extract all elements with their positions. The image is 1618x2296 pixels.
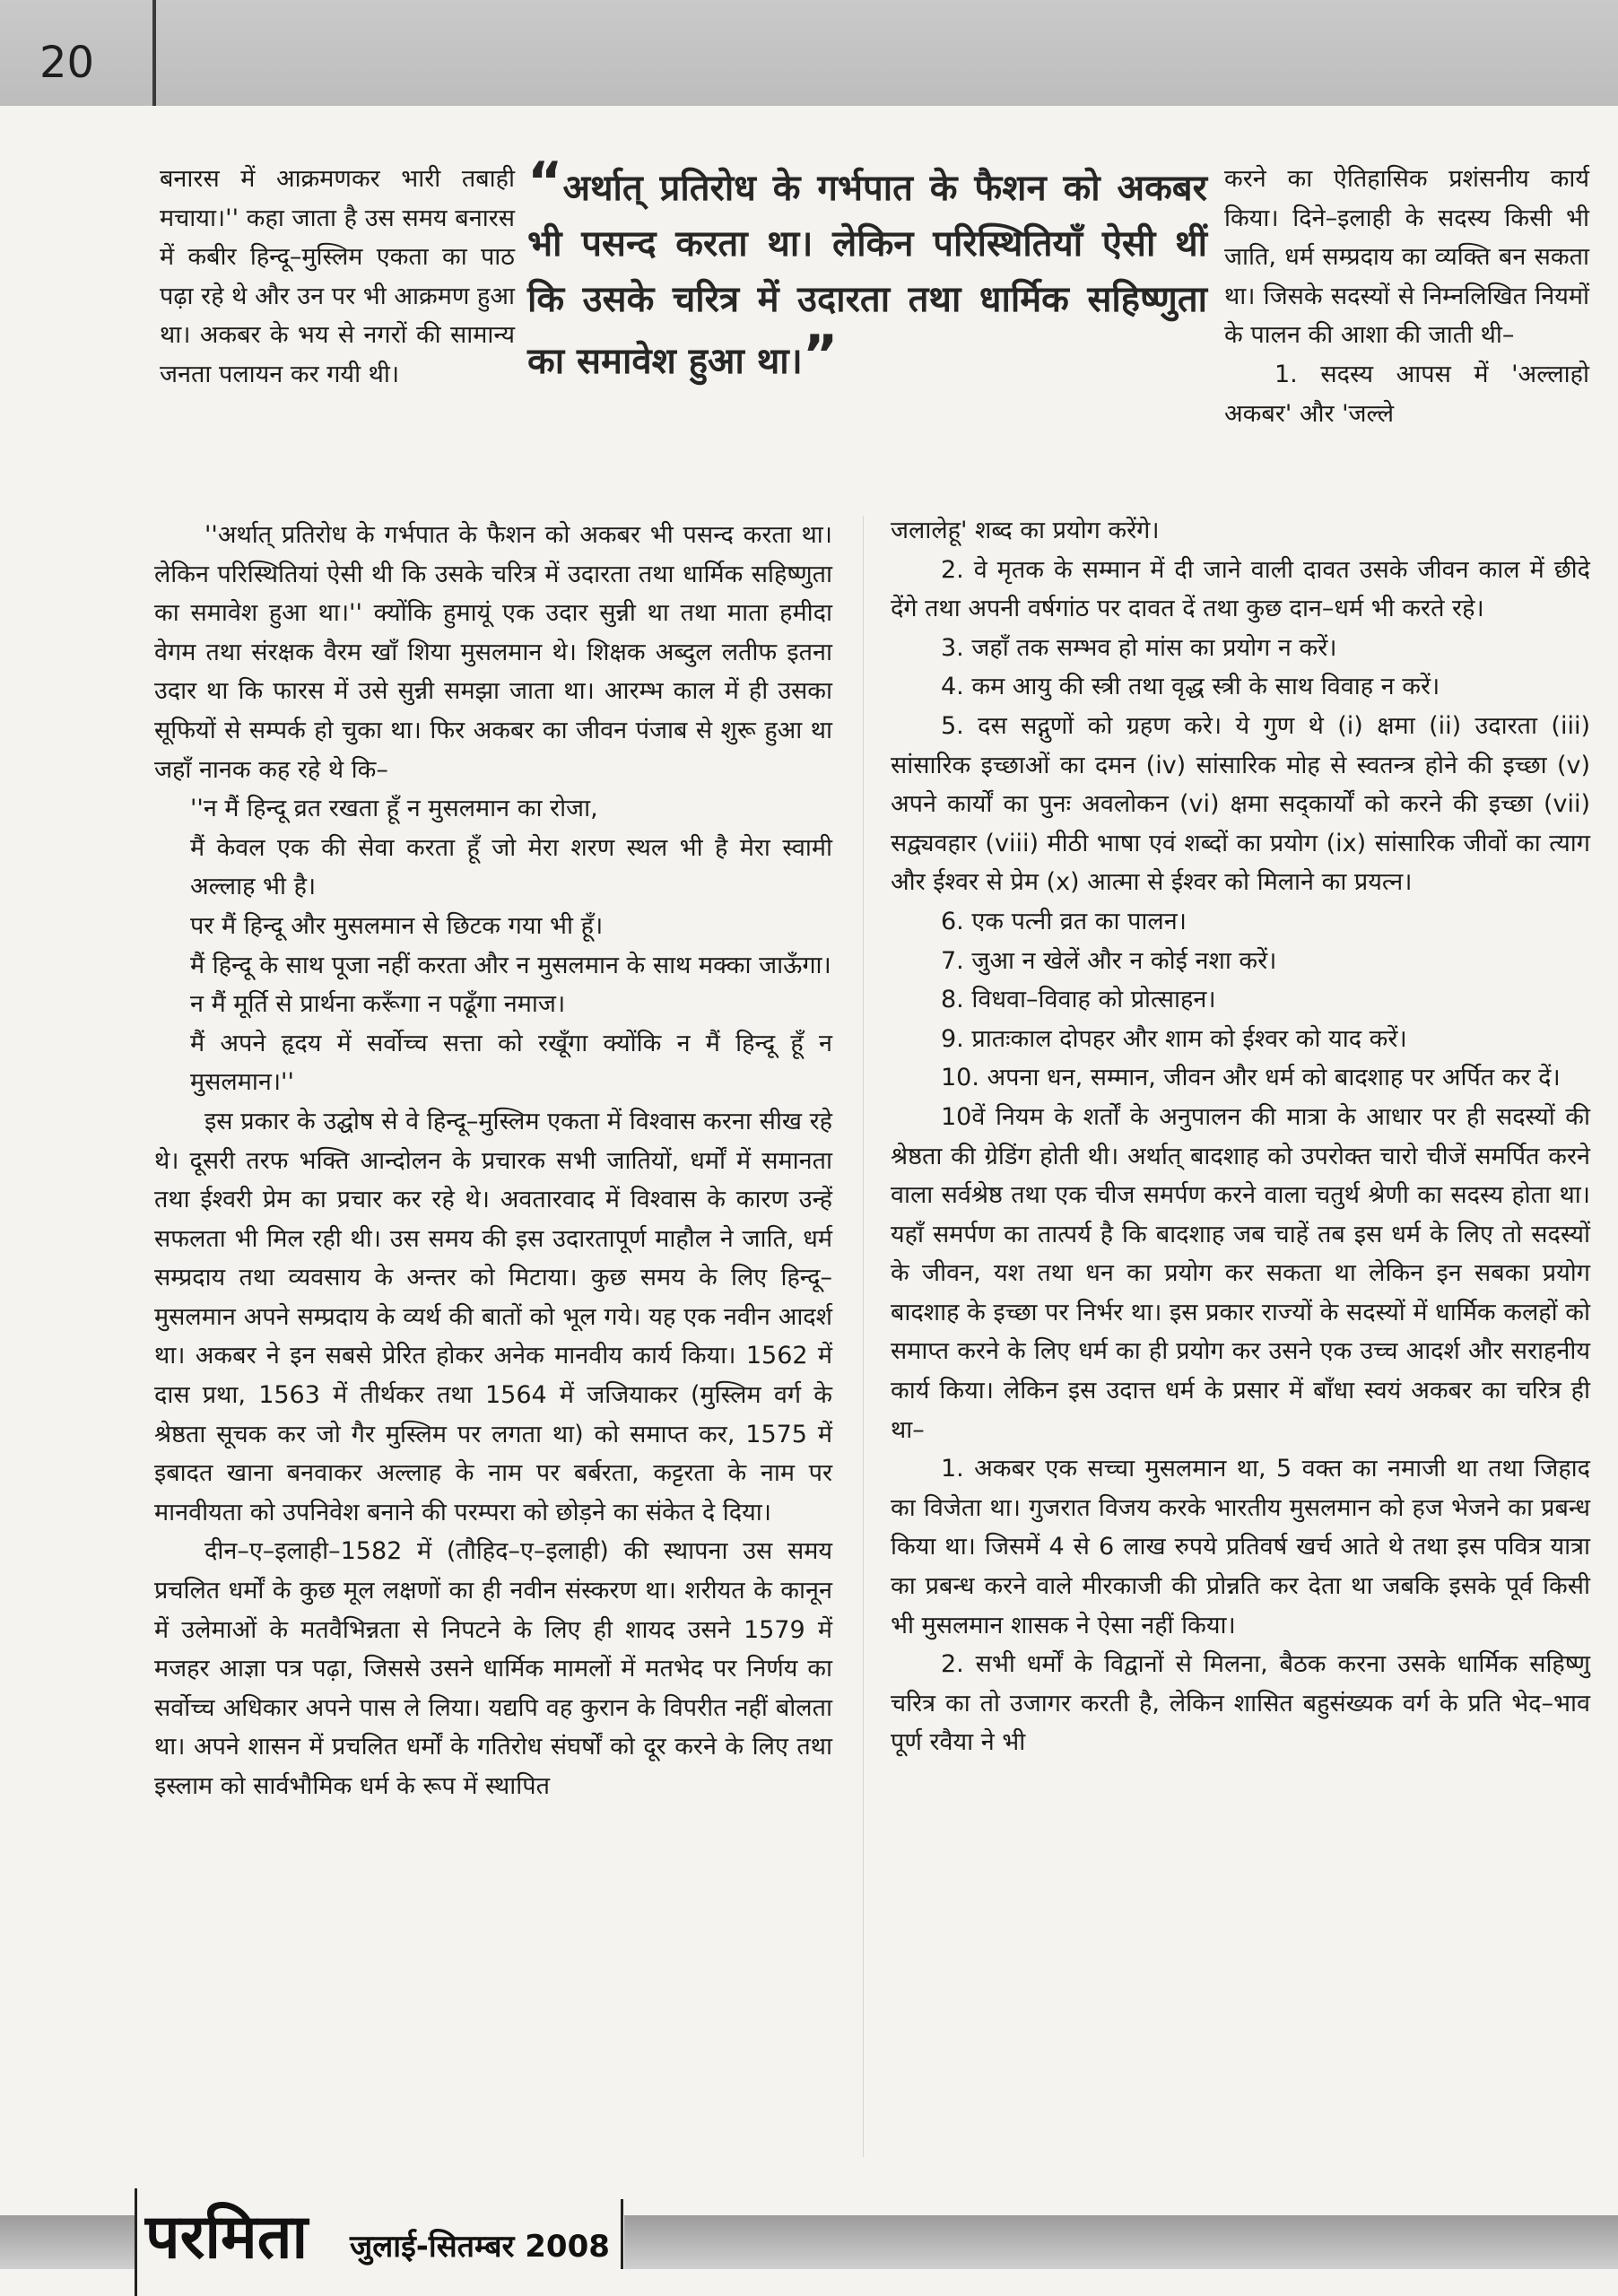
verse-line: ''न मैं हिन्दू व्रत रखता हूँ न मुसलमान का रोजा, (190, 795, 598, 823)
right-column (891, 511, 1590, 1762)
rule-item: जलालेहू' शब्द का प्रयोग करेंगे। (891, 517, 1160, 544)
column-divider (863, 516, 864, 2157)
footer-left-rule (135, 2188, 137, 2296)
verse-line: मैं अपने हृदय में सर्वोच्च सत्ता को रखूँगा क्योंकि न मैं हिन्दू हूँ न मुसलमान।'' (190, 1029, 832, 1097)
paragraph: दीन–ए–इलाही–1582 में (तौहिद–ए–इलाही) की स्थापना उस समय प्रचलित धर्मों के कुछ मूल लक्षणों का ही नवीन संस्करण था। शरीयत के कानून में उलेमाओं के मतवैभिन्नता से निपटने के लिए ही शायद उसने 1579 में मजहर आज्ञा पत्र पढ़ा, जिससे उसने धार्मिक मामलों में मतभेद पर निर्णय का सर्वोच्च अधिकार अपने पास ले लिया। यद्यपि वह कुरान के विपरीत नहीं बोलता था। अपने शासन में प्रचलित धर्मों के गतिरोध संघर्षों को दूर करने के लिए तथा इस्लाम को सार्वभौमिक धर्म के रूप में स्थापित (154, 1537, 832, 1800)
rule-item: 10. अपना धन, सम्मान, जीवन और धर्म को बादशाह पर अर्पित कर दें। (941, 1064, 1561, 1092)
verse-line: न मैं मूर्ति से प्रार्थना करूँगा न पढूँगा नमाज। (190, 990, 566, 1019)
paragraph: 1. अकबर एक सच्चा मुसलमान था, 5 वक्त का नमाजी था तथा जिहाद का विजेता था। गुजरात विजय करके भारतीय मुसलमान को हज भेजने का प्रबन्ध किया था। जिसमें 4 से 6 लाख रुपये प्रतिवर्ष खर्च आते थे तथा इस पवित्र यात्रा का प्रबन्ध करने वाले मीरकाजी की प्रोन्नति कर देता था जबकि इसके पूर्व किसी भी मुसलमान शासक ने ऐसा नहीं किया। (891, 1455, 1590, 1639)
right-top-column (1224, 160, 1589, 433)
paragraph: 2. सभी धर्मों के विद्वानों से मिलना, बैठक करना उसके धार्मिक सहिष्णु चरित्र का तो उजागर करती है, लेकिन शासित बहुसंख्यक वर्ग के प्रति भेद–भाव पूर्ण रवैया ने भी (891, 1650, 1590, 1757)
quote-open-mark: “ (527, 151, 563, 213)
pull-quote (527, 151, 1207, 389)
verse-line: मैं हिन्दू के साथ पूजा नहीं करता और न मुसलमान के साथ मक्का जाऊँगा। (190, 951, 831, 979)
paragraph: 10वें नियम के शर्तों के अनुपालन की मात्रा के आधार पर ही सदस्यों की श्रेष्ठता की ग्रेडिंग होती थी। अर्थात् बादशाह को उपरोक्त चारो चीजें समर्पित करने वाला सर्वश्रेष्ठ तथा एक चीज समर्पण करने वाला चतुर्थ श्रेणी का सदस्य होता था। यहाँ समर्पण का तात्पर्य है कि बादशाह जब चाहें तब इस धर्म के लिए तो सदस्यों के जीवन, यश तथा धन का प्रयोग कर सकता था लेकिन इन सबका प्रयोग बादशाह के इच्छा पर निर्भर था। इस प्रकार राज्यों के सदस्यों में धार्मिक कलहों को समाप्त करने के लिए धर्म का ही प्रयोग कर उसने एक उच्च आदर्श और सराहनीय कार्य किया। लेकिन इस उदात्त धर्म के प्रसार में बाँधा स्वयं अकबर का चरित्र ही था– (891, 1102, 1590, 1444)
quote-close-mark: ” (802, 324, 839, 387)
rule-item: 5. दस सद्गुणों को ग्रहण करे। ये गुण थे (i) क्षमा (ii) उदारता (iii) सांसारिक इच्छाओं का दमन (iv) सांसारिक मोह से स्वतन्त्र होने की इच्छा (v) अपने कार्यों का पुनः अवलोकन (vi) क्षमा सद्कार्यों को करने की इच्छा (vii) सद्व्यवहार (viii) मीठी भाषा एवं शब्दों का प्रयोग (ix) सांसारिक जीवों का त्याग और ईश्वर से प्रेम (x) आत्मा से ईश्वर को मिलाने का प्रयत्न। (891, 711, 1590, 897)
paragraph: बनारस में आक्रमणकर भारी तबाही मचाया।'' कहा जाता है उस समय बनारस में कबीर हिन्दू–मुस्लिम एकता का पाठ पढ़ा रहे थे और उन पर भी आक्रमण हुआ था। अकबर के भय से नगरों की सामान्य जनता पलायन कर गयी थी। (160, 165, 515, 388)
verse-line: पर मैं हिन्दू और मुसलमान से छिटक गया भी हूँ। (190, 911, 604, 940)
rule-item: 4. कम आयु की स्त्री तथा वृद्ध स्त्री के साथ विवाह न करें। (941, 673, 1440, 701)
rule-item: 2. वे मृतक के सम्मान में दी जाने वाली दावत उसके जीवन काल में छीदे देंगे तथा अपनी वर्षगांठ पर दावत दें तथा कुछ दान–धर्म भी करते रहे। (891, 555, 1590, 623)
paragraph: इस प्रकार के उद्घोष से वे हिन्दू–मुस्लिम एकता में विश्वास करना सीख रहे थे। दूसरी तरफ भक्ति आन्दोलन के प्रचारक सभी जातियों, धर्मों में समानता तथा ईश्वरी प्रेम का प्रचार कर रहे थे। अवतारवाद में विश्वास के कारण उन्हें सफलता भी मिल रही थी। उस समय की इस उदारतापूर्ण माहौल ने जाति, धर्म सम्प्रदाय तथा व्यवसाय के अन्तर को मिटाया। कुछ समय के लिए हिन्दू–मुसलमान अपने सम्प्रदाय के व्यर्थ की बातों को भूल गये। यह एक नवीन आदर्श था। अकबर ने इन सबसे प्रेरित होकर अनेक मानवीय कार्य किया। 1562 में दास प्रथा, 1563 में तीर्थकर तथा 1564 में जजियाकर (मुस्लिम वर्ग के श्रेष्ठता सूचक कर जो गैर मुस्लिम पर लगता था) को समाप्त कर, 1575 में इबादत खाना बनवाकर अल्लाह के नाम पर बर्बरता, कट्टरता के नाम पर मानवीयता को उपनिवेश बनाने की परम्परा को छोड़ने का संकेत दे दिया। (154, 1107, 832, 1526)
rule-item: 1. सदस्य आपस में 'अल्लाहो अकबर' और 'जल्ले (1224, 360, 1589, 428)
rule-item: 8. विधवा–विवाह को प्रोत्साहन। (941, 986, 1216, 1014)
issue-date: जुलाई-सितम्बर 2008 (350, 2229, 610, 2265)
pull-quote-text: अर्थात् प्रतिरोध के गर्भपात के फैशन को अकबर भी पसन्द करता था। लेकिन परिस्थितियाँ ऐसी थीं कि उसके चरित्र में उदारता तथा धार्मिक सहिष्णुता का समावेश हुआ था। (527, 168, 1207, 382)
verse-line: मैं केवल एक की सेवा करता हूँ जो मेरा शरण स्थल भी है मेरा स्वामी अल्लाह भी है। (190, 833, 832, 901)
rule-item: 9. प्रातःकाल दोपहर और शाम को ईश्वर को याद करें। (941, 1024, 1407, 1053)
left-top-column (160, 160, 515, 395)
header-band (0, 0, 1618, 106)
rule-item: 7. जुआ न खेलें और न कोई नशा करें। (941, 946, 1277, 975)
paragraph: ''अर्थात् प्रतिरोध के गर्भपात के फैशन को अकबर भी पसन्द करता था। लेकिन परिस्थितियां ऐसी थी कि उसके चरित्र में उदारता तथा धार्मिक सहिष्णुता का समावेश हुआ था।'' क्योंकि हुमायूं एक उदार सुन्नी था तथा माता हमीदा वेगम तथा संरक्षक वैरम खाँ शिया मुसलमान थे। शिक्षक अब्दुल लतीफ इतना उदार था कि फारस में उसे सुन्नी समझा जाता था। आरम्भ काल में ही उसका सूफियों से सम्पर्क हो चुका था। फिर अकबर का जीवन पंजाब से शुरू हुआ था जहाँ नानक कह रहे थे कि– (154, 521, 832, 784)
paragraph: करने का ऐतिहासिक प्रशंसनीय कार्य किया। दिने–इलाही के सदस्य किसी भी जाति, धर्म सम्प्रदाय का व्यक्ति बन सकता था। जिसके सदस्यों से निम्नलिखित नियमों के पालन की आशा की जाती थी– (1224, 165, 1589, 350)
magazine-name: परमिता (145, 2202, 309, 2273)
header-divider (152, 0, 156, 106)
rule-item: 3. जहाँ तक सम्भव हो मांस का प्रयोग न करें। (941, 633, 1337, 662)
page-number: 20 (39, 38, 95, 88)
footer-rule (621, 2199, 623, 2269)
rule-item: 6. एक पत्नी व्रत का पालन। (941, 907, 1187, 935)
left-column (154, 516, 832, 1806)
